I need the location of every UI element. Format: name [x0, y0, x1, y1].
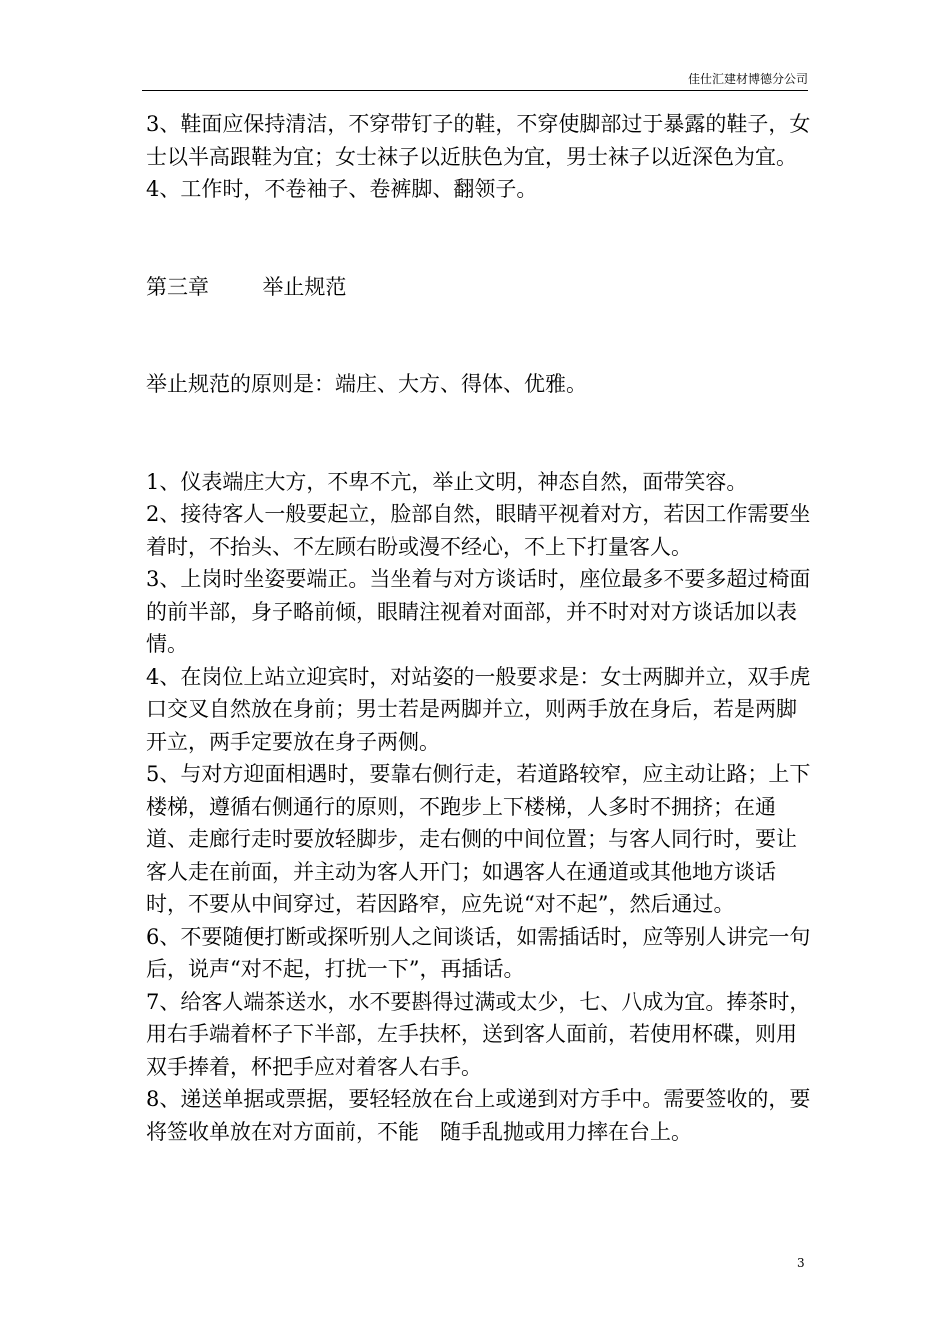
principle-statement: 举止规范的原则是：端庄、大方、得体、优雅。: [146, 372, 587, 396]
page-number: 3: [797, 1256, 805, 1270]
list-item: 5、与对方迎面相遇时，要靠右侧行走，若道路较窄，应主动让路；上下楼梯，遵循右侧通行的原则，不跑步上下楼梯，人多时不拥挤；在通道、走廊行走时要放轻脚步，走右侧的中间位置；与客人同行时，要让客人走在前面，并主动为客人开门；如遇客人在通道或其他地方谈话时，不要从中间穿过，若因路窄，应先说“对不起”，然后通过。: [146, 762, 811, 916]
list-item: 8、递送单据或票据，要轻轻放在台上或递到对方手中。需要签收的，要将签收单放在对方面前，不能 随手乱抛或用力摔在台上。: [146, 1087, 811, 1144]
page-header: [142, 72, 808, 91]
list-item: 7、给客人端茶送水，水不要斟得过满或太少，七、八成为宜。捧茶时，用右手端着杯子下半部，左手扶杯，送到客人面前，若使用杯碟，则用双手捧着，杯把手应对着客人右手。: [146, 989, 811, 1079]
chapter-heading: [146, 271, 814, 304]
paragraph-shoes: 3、鞋面应保持清洁，不穿带钉子的鞋，不穿使脚部过于暴露的鞋子，女士以半高跟鞋为宜；女士袜子以近肤色为宜，男士袜子以近深色为宜。: [146, 112, 811, 169]
list-item: 1、仪表端庄大方，不卑不亢，举止文明，神态自然，面带笑容。: [146, 469, 748, 494]
chapter-number: 第三章: [146, 274, 209, 299]
list-item: 2、接待客人一般要起立，脸部自然，眼睛平视着对方，若因工作需要坐着时，不抬头、不左顾右盼或漫不经心，不上下打量客人。: [146, 502, 811, 559]
header-company-name: 佳仕汇建材博德分公司: [687, 72, 808, 86]
paragraph-sleeves: 4、工作时，不卷袖子、卷裤脚、翻领子。: [146, 177, 538, 201]
list-item: 3、上岗时坐姿要端正。当坐着与对方谈话时，座位最多不要多超过椅面的前半部，身子略前倾，眼睛注视着对面部，并不时对对方谈话加以表情。: [146, 567, 811, 656]
list-item: 4、在岗位上站立迎宾时，对站姿的一般要求是：女士两脚并立，双手虎口交叉自然放在身前；男士若是两脚并立，则两手放在身后，若是两脚开立，两手定要放在身子两侧。: [146, 664, 811, 754]
chapter-title: 举止规范: [262, 274, 347, 299]
document-body: [146, 108, 814, 1148]
list-item: 6、不要随便打断或探听别人之间谈话，如需插话时，应等别人讲完一句后，说声“对不起，打扰一下”，再插话。: [146, 924, 811, 981]
